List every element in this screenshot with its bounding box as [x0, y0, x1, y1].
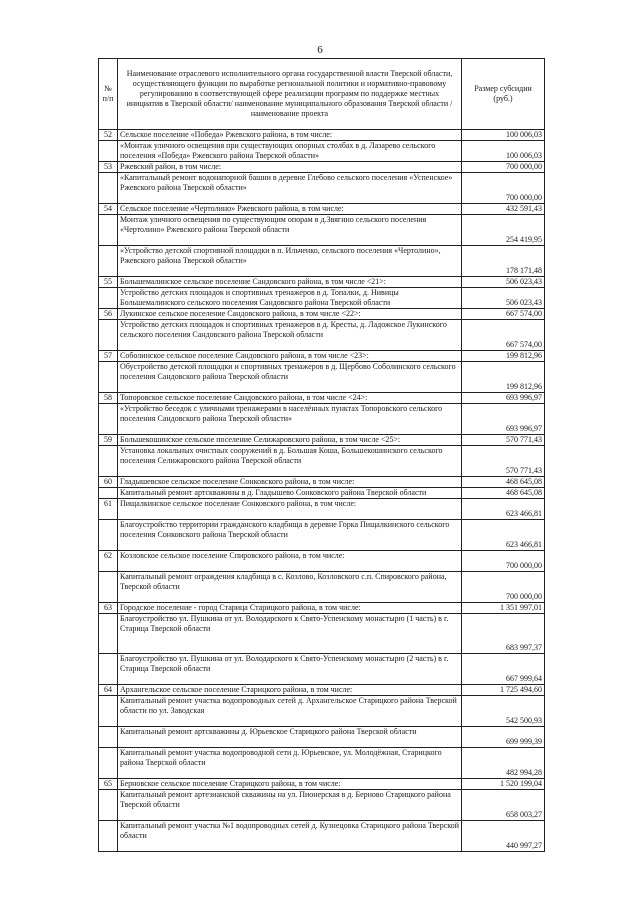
row-number: 62 — [99, 551, 118, 572]
table-row — [99, 727, 545, 748]
row-number: 53 — [99, 162, 118, 173]
row-amount: 570 771,43 — [462, 446, 545, 477]
row-description: Пищалкинское сельское поселение Сонковского района, в том числе: — [118, 499, 462, 520]
row-number: 61 — [99, 499, 118, 520]
row-number — [99, 821, 118, 852]
row-amount: 254 419,95 — [462, 215, 545, 246]
row-amount: 658 003,27 — [462, 790, 545, 821]
row-amount: 100 006,03 — [462, 130, 545, 141]
table-row — [99, 499, 545, 520]
row-description: Гладышевское сельское поселение Сонковского района, в том числе: — [118, 477, 462, 488]
row-number — [99, 520, 118, 551]
table-body — [99, 130, 545, 852]
row-description: Большемалинское сельское поселение Сандовского района, в том числе <21>: — [118, 277, 462, 288]
row-amount: 199 812,96 — [462, 362, 545, 393]
row-number — [99, 790, 118, 821]
table-row — [99, 288, 545, 309]
row-description: «Монтаж уличного освещения при существующих опорных столбах в д. Лазарево сельского поселения «Победа» Ржевского района Тверской области» — [118, 141, 462, 162]
table-row — [99, 309, 545, 320]
row-number — [99, 748, 118, 779]
row-number: 55 — [99, 277, 118, 288]
row-number: 59 — [99, 435, 118, 446]
row-amount: 542 500,93 — [462, 696, 545, 727]
row-amount: 623 466,81 — [462, 520, 545, 551]
row-description: Установка локальных очистных сооружений в д. Большая Коша, Большекошинского сельского поселения Селижаровского района Тверской области — [118, 446, 462, 477]
table-row — [99, 204, 545, 215]
row-description: Капитальный ремонт артскважины д. Юрьевское Старицкого района Тверской области — [118, 727, 462, 748]
row-number — [99, 488, 118, 499]
row-amount: 667 574,00 — [462, 320, 545, 351]
row-number: 65 — [99, 779, 118, 790]
row-amount: 700 000,00 — [462, 551, 545, 572]
row-description: Козловское сельское поселение Спировского района, в том числе: — [118, 551, 462, 572]
row-number — [99, 696, 118, 727]
row-amount: 699 999,39 — [462, 727, 545, 748]
row-amount: 468 645,08 — [462, 477, 545, 488]
row-description: Большекошинское сельское поселение Селижаровского района, в том числе <25>: — [118, 435, 462, 446]
row-number: 58 — [99, 393, 118, 404]
header-amount: Размер субсидии (руб.) — [462, 59, 545, 130]
row-description: Сельское поселение «Победа» Ржевского района, в том числе: — [118, 130, 462, 141]
row-amount: 432 591,43 — [462, 204, 545, 215]
table-row — [99, 435, 545, 446]
row-number: 63 — [99, 603, 118, 614]
row-number: 64 — [99, 685, 118, 696]
row-number: 60 — [99, 477, 118, 488]
row-amount: 693 996,97 — [462, 404, 545, 435]
row-description: Соболинское сельское поселение Сандовского района, в том числе <23>: — [118, 351, 462, 362]
subsidy-table — [98, 58, 545, 852]
row-amount: 683 997,37 — [462, 614, 545, 654]
row-amount: 506 023,43 — [462, 277, 545, 288]
table-row — [99, 603, 545, 614]
row-description: Сельское поселение «Чертолино» Ржевского района, в том числе: — [118, 204, 462, 215]
row-number: 54 — [99, 204, 118, 215]
row-description: «Устройство беседок с уличными тренажерами в населённых пунктах Топоровского сельского поселения Сандовского района Тверской области» — [118, 404, 462, 435]
row-number — [99, 572, 118, 603]
row-amount: 570 771,43 — [462, 435, 545, 446]
row-description: Устройство детских площадок и спортивных тренажеров в д. Топалки, д. Нивицы Большемалинского сельского поселения Сандовского района Тверской области — [118, 288, 462, 309]
row-description: Капитальный ремонт участка водопроводной сети д. Юрьевское, ул. Молодёжная, Старицкого района Тверской области — [118, 748, 462, 779]
table-row — [99, 162, 545, 173]
row-number — [99, 654, 118, 685]
row-amount: 482 994,28 — [462, 748, 545, 779]
table-row — [99, 821, 545, 852]
table-row — [99, 551, 545, 572]
table-row — [99, 173, 545, 204]
row-amount: 1 520 199,04 — [462, 779, 545, 790]
row-amount: 667 999,64 — [462, 654, 545, 685]
row-number — [99, 246, 118, 277]
header-number: № п/п — [99, 59, 118, 130]
row-description: Архангельское сельское поселение Старицкого района, в том числе: — [118, 685, 462, 696]
row-description: Капитальный ремонт артскважины в д. Гладышево Сонковского района Тверской области — [118, 488, 462, 499]
row-amount: 700 000,00 — [462, 572, 545, 603]
table-row — [99, 320, 545, 351]
table-row — [99, 404, 545, 435]
table-row — [99, 215, 545, 246]
table-row — [99, 779, 545, 790]
row-description: Капитальный ремонт ограждения кладбища в с. Козлово, Козловского с.п. Спировского района, Тверской области — [118, 572, 462, 603]
table-row — [99, 393, 545, 404]
row-description: Обустройство детской площадки и спортивных тренажеров в д. Щербово Соболинского сельского поселения Сандовского района Тверской области — [118, 362, 462, 393]
row-number: 56 — [99, 309, 118, 320]
row-amount: 700 000,00 — [462, 173, 545, 204]
row-amount: 506 023,43 — [462, 288, 545, 309]
row-amount: 100 006,03 — [462, 141, 545, 162]
row-description: Городское поселение - город Старица Старицкого района, в том числе: — [118, 603, 462, 614]
row-amount: 178 171,48 — [462, 246, 545, 277]
row-description: Монтаж уличного освещения по существующим опорам в д.Звягино сельского поселения «Чертолино» Ржевского района Тверской области — [118, 215, 462, 246]
table-row — [99, 748, 545, 779]
table-row — [99, 488, 545, 499]
row-number — [99, 446, 118, 477]
table-row — [99, 446, 545, 477]
row-number: 52 — [99, 130, 118, 141]
row-number — [99, 614, 118, 654]
row-amount: 1 351 997,01 — [462, 603, 545, 614]
table-row — [99, 141, 545, 162]
table-row — [99, 130, 545, 141]
header-name: Наименование отраслевого исполнительного органа государственной власти Тверской области, осуществляющего функции по выработке региональной политики и нормативно-правовому регулированию в соответствующей сфере реализации программ по поддержке местных инициатив в Тверской области/ наименование муниципального образования Тверской области / наименование проекта — [118, 59, 462, 130]
row-description: Благоустройство ул. Пушкина от ул. Володарского к Свято-Успенскому монастырю (2 часть) в г. Старица Тверской области — [118, 654, 462, 685]
row-description: Топоровское сельское поселение Сандовского района, в том числе <24>: — [118, 393, 462, 404]
row-description: Капитальный ремонт участка водопроводных сетей д. Архангельское Старицкого района Тверской области по ул. Заводская — [118, 696, 462, 727]
table-row — [99, 685, 545, 696]
row-number — [99, 288, 118, 309]
table-row — [99, 351, 545, 362]
row-description: Ржевский район, в том числе: — [118, 162, 462, 173]
table-row — [99, 790, 545, 821]
row-description: «Капитальный ремонт водонапорной башни в деревне Глебово сельского поселения «Успенское» Ржевского района Тверской области» — [118, 173, 462, 204]
table-row — [99, 477, 545, 488]
row-number — [99, 320, 118, 351]
row-number — [99, 141, 118, 162]
row-amount: 199 812,96 — [462, 351, 545, 362]
row-amount: 1 725 494,60 — [462, 685, 545, 696]
row-number — [99, 215, 118, 246]
row-amount: 440 997,27 — [462, 821, 545, 852]
table-row — [99, 362, 545, 393]
row-number — [99, 173, 118, 204]
row-description: Устройство детских площадок и спортивных тренажеров в д. Кресты, д. Ладожское Лукинского сельского поселения Сандовского района Тверской области — [118, 320, 462, 351]
row-amount: 667 574,00 — [462, 309, 545, 320]
row-description: Благоустройство ул. Пушкина от ул. Володарского к Свято-Успенскому монастырю (1 часть) в г. Старица Тверской области — [118, 614, 462, 654]
row-number — [99, 404, 118, 435]
table-row — [99, 246, 545, 277]
row-description: Берновское сельское поселение Старицкого района, в том числе: — [118, 779, 462, 790]
table-row — [99, 520, 545, 551]
row-description: Капитальный ремонт артезианской скважины на ул. Пионерская в д. Берново Старицкого района Тверской области — [118, 790, 462, 821]
row-description: «Устройство детской спортивной площадки в п. Ильченко, сельского поселения «Чертолино», Ржевского района Тверской области» — [118, 246, 462, 277]
table-row — [99, 277, 545, 288]
row-number: 57 — [99, 351, 118, 362]
page-number: 6 — [317, 44, 323, 56]
table-row — [99, 654, 545, 685]
table-header-row — [99, 59, 545, 130]
row-description: Благоустройство территории гражданского кладбища в деревне Горка Пищалкинского сельского поселения Сонковского района Тверской области — [118, 520, 462, 551]
row-number — [99, 362, 118, 393]
row-amount: 700 000,00 — [462, 162, 545, 173]
row-amount: 693 996,97 — [462, 393, 545, 404]
row-description: Лукинское сельское поселение Сандовского района, в том числе <22>: — [118, 309, 462, 320]
row-amount: 468 645,08 — [462, 488, 545, 499]
row-description: Капитальный ремонт участка №1 водопроводных сетей д. Кузнецовка Старицкого района Тверской области — [118, 821, 462, 852]
table-row — [99, 696, 545, 727]
table-row — [99, 614, 545, 654]
row-number — [99, 727, 118, 748]
row-amount: 623 466,81 — [462, 499, 545, 520]
table-row — [99, 572, 545, 603]
